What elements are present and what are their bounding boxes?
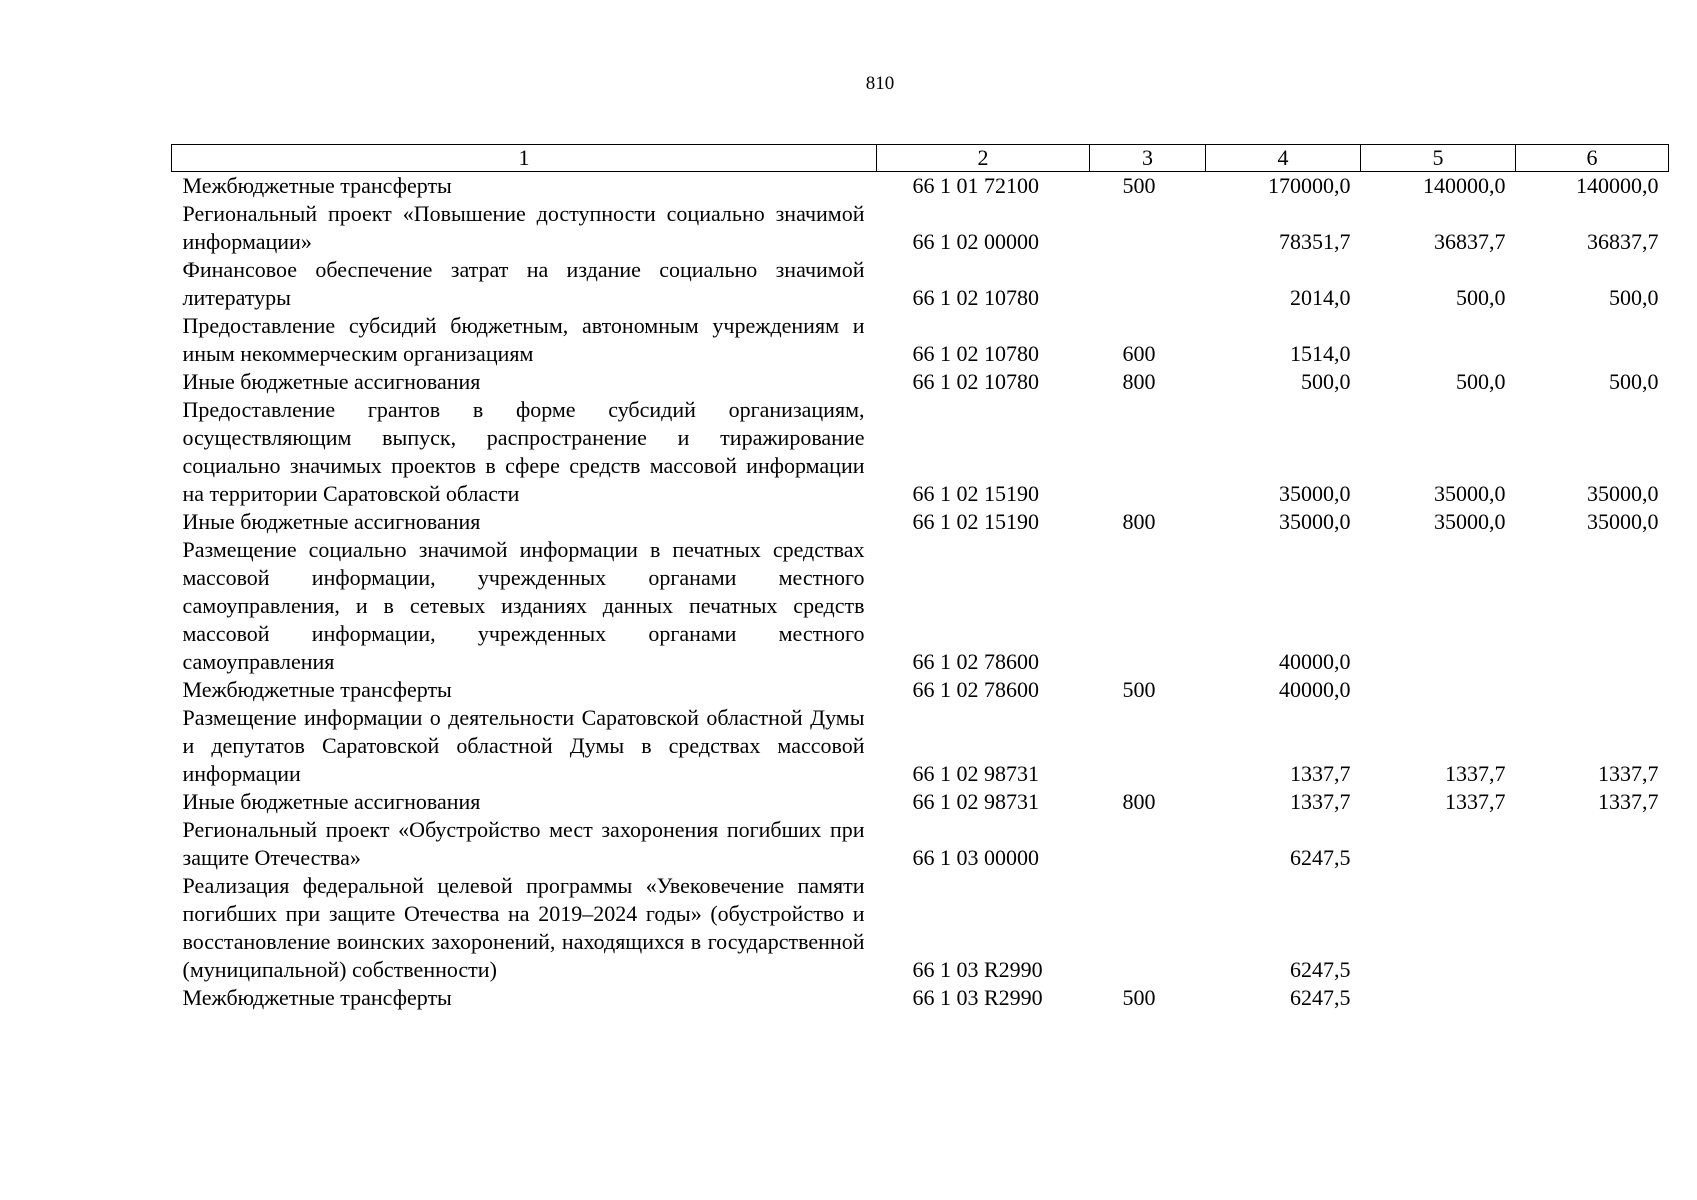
row-expense-type xyxy=(1090,256,1206,312)
row-code: 66 1 03 00000 xyxy=(912,845,1039,870)
row-value-col5: 500,0 xyxy=(1456,285,1506,310)
row-value-col5: 35000,0 xyxy=(1434,481,1506,506)
row-expense-type xyxy=(1090,872,1206,984)
row-expense-type: 500 xyxy=(1122,677,1156,702)
row-value-col4: 6247,5 xyxy=(1290,985,1351,1010)
row-name: Межбюджетные трансферты xyxy=(182,677,452,702)
row-name: Финансовое обеспечение затрат на издание социально значимой литературы xyxy=(182,257,865,310)
row-value-col6 xyxy=(1516,984,1669,1012)
row-value-col4: 1337,7 xyxy=(1290,761,1351,786)
table-row xyxy=(172,704,1669,788)
budget-table xyxy=(171,144,1669,1012)
row-value-col6: 36837,7 xyxy=(1587,229,1659,254)
row-expense-type: 800 xyxy=(1122,369,1156,394)
row-value-col6: 500,0 xyxy=(1609,369,1659,394)
row-code: 66 1 02 98731 xyxy=(912,761,1039,786)
row-code: 66 1 02 78600 xyxy=(912,677,1039,702)
row-value-col6 xyxy=(1516,312,1669,368)
table-row xyxy=(172,536,1669,676)
row-value-col5 xyxy=(1361,872,1516,984)
row-name: Иные бюджетные ассигнования xyxy=(182,509,481,534)
column-header-4: 4 xyxy=(1206,145,1361,172)
row-value-col6 xyxy=(1516,872,1669,984)
row-name: Реализация федеральной целевой программы «Увековечение памяти погибших при защите Отечества на 2019–2024 годы» (обустройство и восстановление воинских захоронений, находящихся в государственной (муниципальной) собственности) xyxy=(182,873,865,982)
row-value-col4: 500,0 xyxy=(1301,369,1351,394)
row-code: 66 1 02 15190 xyxy=(912,509,1039,534)
row-code: 66 1 02 10780 xyxy=(912,285,1039,310)
row-expense-type: 600 xyxy=(1122,341,1156,366)
row-code: 66 1 02 00000 xyxy=(912,229,1039,254)
row-value-col6: 1337,7 xyxy=(1598,761,1659,786)
row-value-col4: 35000,0 xyxy=(1279,509,1351,534)
row-code: 66 1 01 72100 xyxy=(912,173,1039,198)
row-value-col5 xyxy=(1361,536,1516,676)
table-header-row xyxy=(172,145,1669,172)
row-value-col5 xyxy=(1361,984,1516,1012)
row-expense-type xyxy=(1090,200,1206,256)
budget-table-container xyxy=(171,144,1668,1012)
row-name: Региональный проект «Обустройство мест захоронения погибших при защите Отечества» xyxy=(182,817,865,870)
row-code: 66 1 02 15190 xyxy=(912,481,1039,506)
row-value-col4: 40000,0 xyxy=(1279,649,1351,674)
row-value-col6 xyxy=(1516,676,1669,704)
row-value-col5: 500,0 xyxy=(1456,369,1506,394)
row-value-col4: 40000,0 xyxy=(1279,677,1351,702)
page-number: 810 xyxy=(865,73,895,94)
row-value-col6: 140000,0 xyxy=(1576,173,1659,198)
column-header-2: 2 xyxy=(877,145,1090,172)
table-row xyxy=(172,788,1669,816)
row-name: Межбюджетные трансферты xyxy=(182,985,452,1010)
row-value-col6 xyxy=(1516,536,1669,676)
table-row xyxy=(172,508,1669,536)
row-value-col4: 2014,0 xyxy=(1290,285,1351,310)
table-row xyxy=(172,676,1669,704)
row-expense-type xyxy=(1090,704,1206,788)
row-name: Предоставление грантов в форме субсидий организациям, осуществляющим выпуск, распространение и тиражирование социально значимых проектов в сфере средств массовой информации на территории Саратовской области xyxy=(182,397,865,506)
row-value-col6: 1337,7 xyxy=(1598,789,1659,814)
row-value-col6: 500,0 xyxy=(1609,285,1659,310)
row-code: 66 1 03 R2990 xyxy=(912,957,1043,982)
table-row xyxy=(172,256,1669,312)
row-value-col4: 78351,7 xyxy=(1279,229,1351,254)
row-name: Размещение информации о деятельности Саратовской областной Думы и депутатов Саратовской областной Думы в средствах массовой информации xyxy=(182,705,865,786)
row-expense-type: 800 xyxy=(1122,789,1156,814)
row-expense-type xyxy=(1090,816,1206,872)
column-header-6: 6 xyxy=(1516,145,1669,172)
row-name: Региональный проект «Повышение доступности социально значимой информации» xyxy=(182,201,865,254)
row-value-col6: 35000,0 xyxy=(1587,481,1659,506)
row-code: 66 1 02 10780 xyxy=(912,369,1039,394)
row-expense-type xyxy=(1090,536,1206,676)
row-code: 66 1 02 78600 xyxy=(912,649,1039,674)
row-value-col4: 6247,5 xyxy=(1290,957,1351,982)
row-name: Предоставление субсидий бюджетным, автономным учреждениям и иным некоммерческим организациям xyxy=(182,313,865,366)
row-value-col5: 1337,7 xyxy=(1445,761,1506,786)
row-value-col6: 35000,0 xyxy=(1587,509,1659,534)
row-value-col5 xyxy=(1361,676,1516,704)
table-body xyxy=(172,172,1669,1013)
row-value-col6 xyxy=(1516,816,1669,872)
row-code: 66 1 03 R2990 xyxy=(912,985,1043,1010)
column-header-1: 1 xyxy=(172,145,877,172)
row-value-col4: 6247,5 xyxy=(1290,845,1351,870)
row-value-col4: 35000,0 xyxy=(1279,481,1351,506)
row-value-col5: 35000,0 xyxy=(1434,509,1506,534)
row-expense-type: 500 xyxy=(1122,985,1156,1010)
table-row xyxy=(172,312,1669,368)
row-value-col4: 1514,0 xyxy=(1290,341,1351,366)
table-row xyxy=(172,368,1669,396)
row-name: Размещение социально значимой информации в печатных средствах массовой информации, учрежденных органами местного самоуправления, и в сетевых изданиях данных печатных средств массовой информации, учрежденных органами местного самоуправления xyxy=(182,537,865,674)
table-row xyxy=(172,172,1669,201)
column-header-3: 3 xyxy=(1090,145,1206,172)
table-row xyxy=(172,200,1669,256)
row-name: Иные бюджетные ассигнования xyxy=(182,369,481,394)
row-expense-type: 500 xyxy=(1122,173,1156,198)
table-row xyxy=(172,396,1669,508)
row-name: Межбюджетные трансферты xyxy=(182,173,452,198)
row-value-col5: 36837,7 xyxy=(1434,229,1506,254)
table-row xyxy=(172,984,1669,1012)
row-value-col4: 1337,7 xyxy=(1290,789,1351,814)
row-expense-type xyxy=(1090,396,1206,508)
row-value-col4: 170000,0 xyxy=(1268,173,1351,198)
column-header-5: 5 xyxy=(1361,145,1516,172)
row-value-col5: 140000,0 xyxy=(1423,173,1506,198)
table-row xyxy=(172,816,1669,872)
row-code: 66 1 02 10780 xyxy=(912,341,1039,366)
row-code: 66 1 02 98731 xyxy=(912,789,1039,814)
table-row xyxy=(172,872,1669,984)
row-expense-type: 800 xyxy=(1122,509,1156,534)
row-value-col5 xyxy=(1361,312,1516,368)
row-value-col5: 1337,7 xyxy=(1445,789,1506,814)
row-name: Иные бюджетные ассигнования xyxy=(182,789,481,814)
row-value-col5 xyxy=(1361,816,1516,872)
